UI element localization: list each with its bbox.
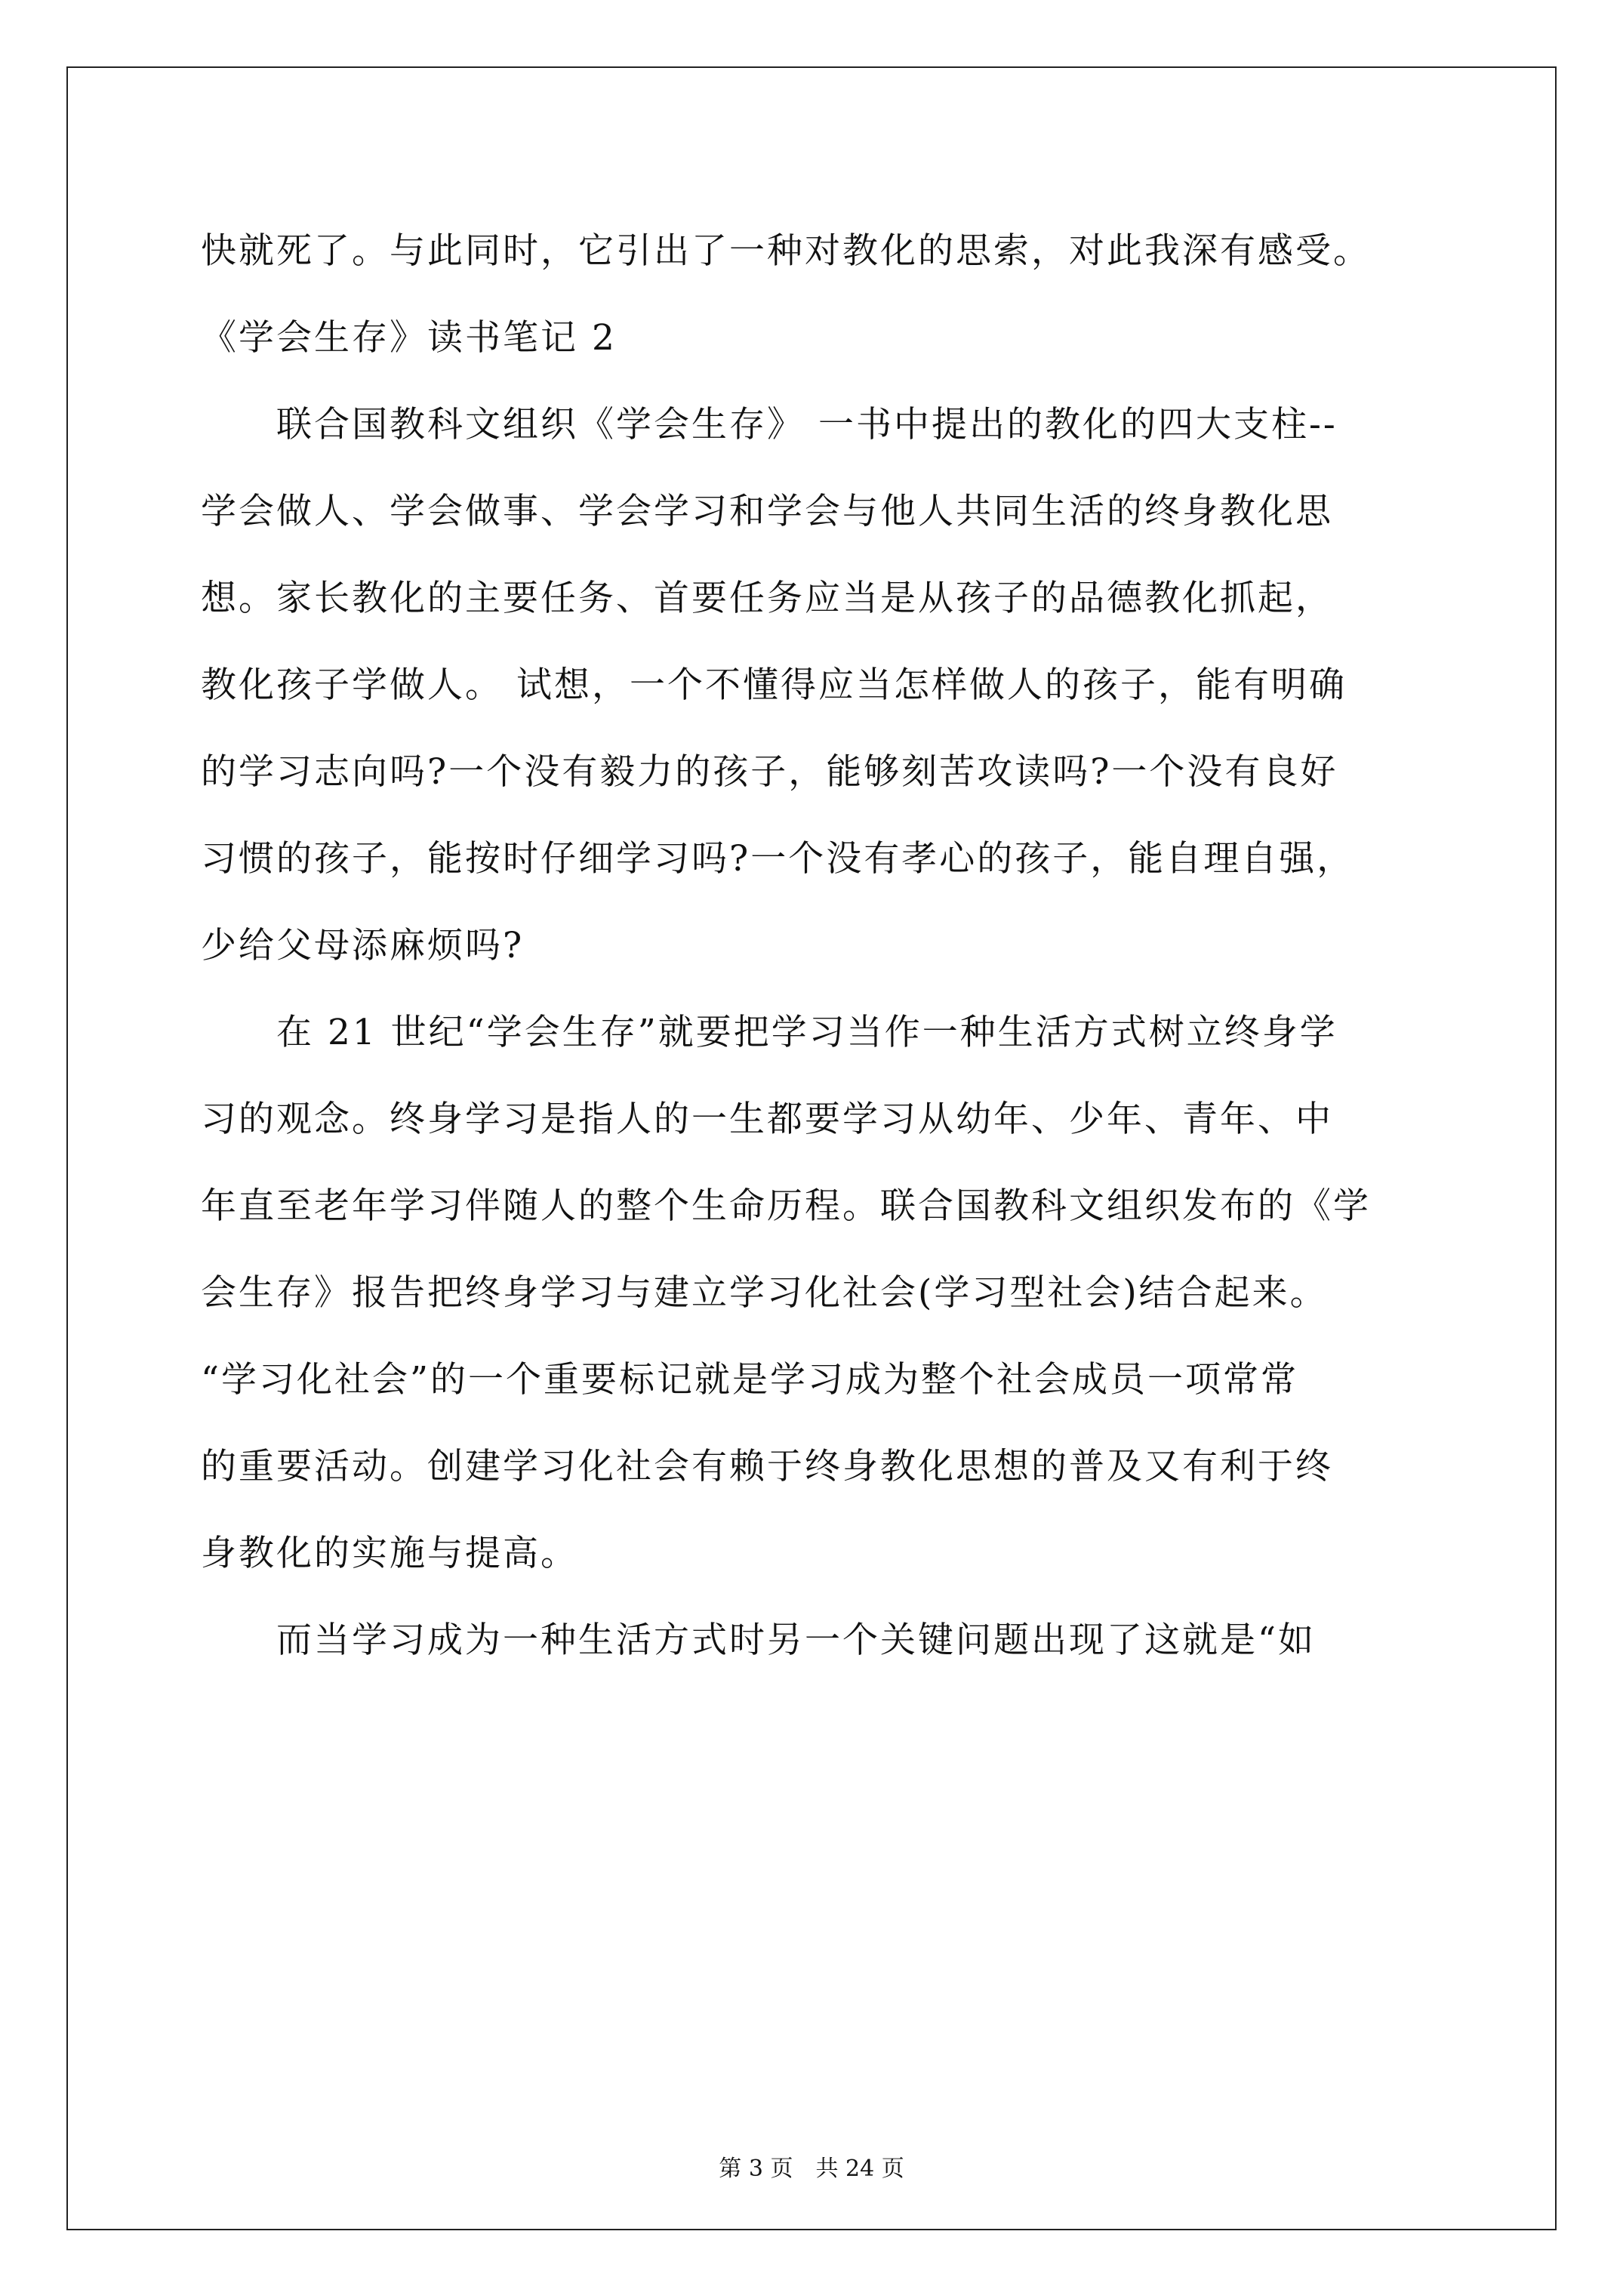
section-heading: 《学会生存》读书笔记 2	[201, 317, 617, 359]
text-line: 身教化的实施与提高。	[201, 1533, 578, 1574]
text-line: 年直至老年学习伴随人的整个生命历程。联合国教科文组织发布的《学	[201, 1185, 1371, 1227]
page-footer: 第 3 页 共 24 页	[719, 2156, 904, 2182]
text-line: 想。家长教化的主要任务、首要任务应当是从孩子的品德教化抓起，	[201, 578, 1333, 619]
page-border	[66, 66, 1557, 2230]
text-line: 习惯的孩子，能按时仔细学习吗?一个没有孝心的孩子，能自理自强，	[201, 838, 1355, 880]
text-line: 在 21 世纪“学会生存”就要把学习当作一种生活方式树立终身学	[276, 1012, 1338, 1053]
text-line: 快就死了。与此同时，它引出了一种对教化的思索，对此我深有感受。	[201, 230, 1371, 272]
text-line: 的重要活动。创建学习化社会有赖于终身教化思想的普及又有利于终	[201, 1446, 1333, 1487]
text-line: 教化孩子学做人。 试想，一个不懂得应当怎样做人的孩子，能有明确	[201, 664, 1347, 706]
text-line: 会生存》报告把终身学习与建立学习化社会(学习型社会)结合起来。	[201, 1272, 1328, 1314]
text-line: “学习化社会”的一个重要标记就是学习成为整个社会成员一项常常	[201, 1359, 1299, 1401]
text-line: 联合国教科文组织《学会生存》 一书中提出的教化的四大支柱--	[276, 404, 1338, 445]
text-line: 习的观念。终身学习是指人的一生都要学习从幼年、少年、青年、中	[201, 1099, 1333, 1140]
text-line: 的学习志向吗?一个没有毅力的孩子，能够刻苦攻读吗?一个没有良好	[201, 751, 1338, 793]
text-line: 学会做人、学会做事、学会学习和学会与他人共同生活的终身教化思	[201, 491, 1333, 532]
text-line: 而当学习成为一种生活方式时另一个关键问题出现了这就是“如	[276, 1620, 1317, 1661]
text-line: 少给父母添麻烦吗?	[201, 925, 525, 966]
